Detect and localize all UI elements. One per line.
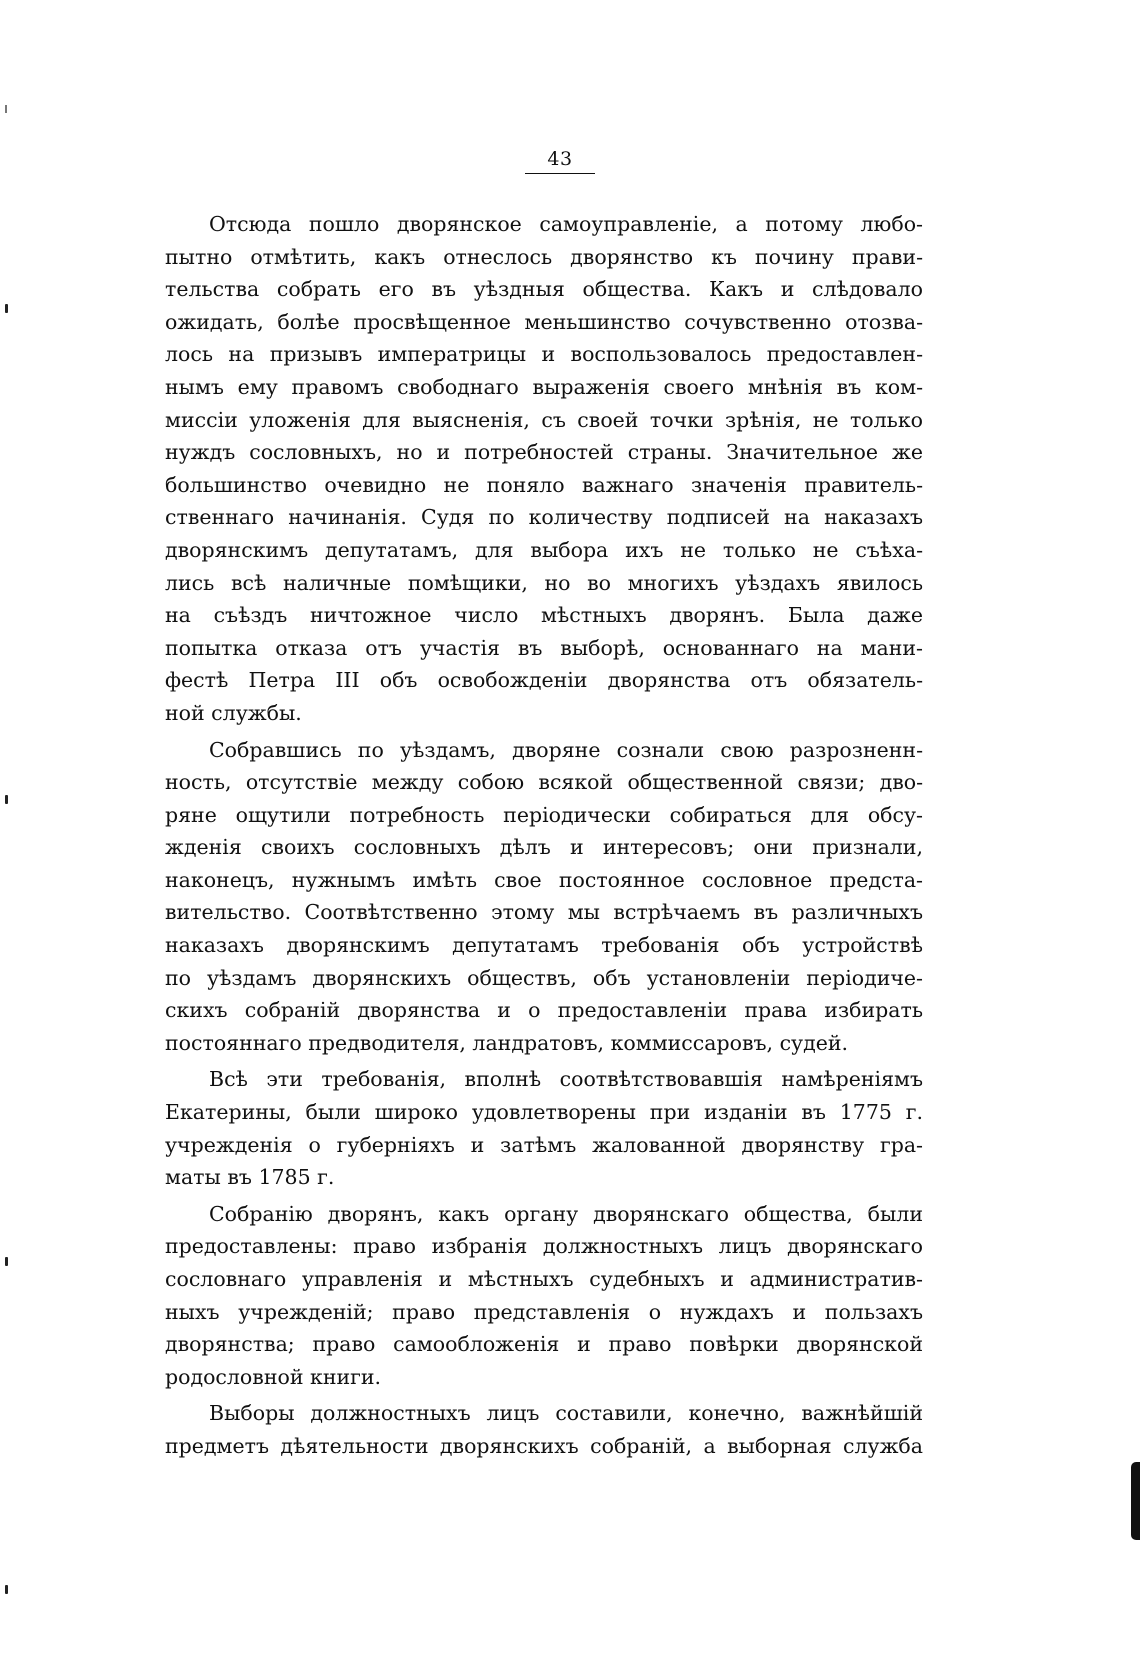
scan-mark: [5, 795, 8, 804]
text-line: ряне ощутили потребность періодически собираться для обсу-: [165, 802, 923, 827]
page-header: [0, 148, 1140, 174]
text-line: постояннаго предводителя, ландратовъ, коммиссаровъ, судей.: [165, 1030, 849, 1055]
text-line: пытно отмѣтить, какъ отнеслось дворянство къ почину прави-: [165, 244, 923, 269]
text-line: наконецъ, нужнымъ имѣть свое постоянное сословное предста-: [165, 867, 923, 892]
text-line: ственнаго начинанія. Судя по количеству подписей на наказахъ: [165, 505, 923, 530]
text-line: наказахъ дворянскимъ депутатамъ требованія объ устройствѣ: [165, 933, 923, 958]
scan-mark: [5, 304, 8, 313]
page-number: 43: [525, 148, 594, 174]
text-line: нуждъ сословныхъ, но и потребностей страны. Значительное же: [165, 440, 923, 465]
scan-edge-shadow: [1131, 1462, 1140, 1540]
paragraph-1: [165, 208, 923, 730]
scan-mark: [5, 105, 7, 113]
text-line: лось на призывъ императрицы и воспользовалось предоставлен-: [165, 342, 923, 367]
text-line: предоставлены: право избранія должностныхъ лицъ дворянскаго: [165, 1234, 923, 1259]
paragraph-4: [165, 1198, 923, 1394]
text-line: на съѣздъ ничтожное число мѣстныхъ дворянъ. Была даже: [165, 603, 923, 628]
text-line: фестѣ Петра III объ освобожденіи дворянства отъ обязатель-: [165, 668, 923, 693]
text-line: Собранію дворянъ, какъ органу дворянскаго общества, были: [209, 1201, 923, 1226]
body-text: [165, 208, 923, 1463]
paragraph-3: [165, 1063, 923, 1193]
text-line: предметъ дѣятельности дворянскихъ собраній, а выборная служба: [165, 1433, 923, 1458]
text-line: лись всѣ наличные помѣщики, но во многихъ уѣздахъ явилось: [165, 570, 923, 595]
paragraph-5: [165, 1397, 923, 1462]
text-line: Выборы должностныхъ лицъ составили, конечно, важнѣйшій: [209, 1401, 923, 1426]
text-line: тельства собрать его въ уѣздныя общества. Какъ и слѣдовало: [165, 277, 923, 302]
paragraph-2: [165, 734, 923, 1060]
text-line: нымъ ему правомъ свободнаго выраженія своего мнѣнія въ ком-: [165, 374, 923, 399]
scan-mark: [5, 1257, 8, 1266]
text-line: вительство. Соотвѣтственно этому мы встрѣчаемъ въ различныхъ: [165, 900, 923, 925]
text-line: Собравшись по уѣздамъ, дворяне сознали свою разрозненн-: [209, 737, 923, 762]
text-line: ныхъ учрежденій; право представленія о нуждахъ и пользахъ: [165, 1299, 923, 1324]
text-line: ность, отсутствіе между собою всякой общественной связи; дво-: [165, 770, 923, 795]
text-line: миссіи уложенія для выясненія, съ своей точки зрѣнія, не только: [165, 407, 923, 432]
text-line: маты въ 1785 г.: [165, 1165, 335, 1190]
text-line: Всѣ эти требованія, вполнѣ соотвѣтствовавшія намѣреніямъ: [209, 1067, 923, 1092]
text-line: сословнаго управленія и мѣстныхъ судебныхъ и административ-: [165, 1267, 923, 1291]
scan-mark: [5, 1585, 8, 1594]
text-line: Отсюда пошло дворянское самоуправленіе, а потому любо-: [209, 212, 923, 236]
text-line: по уѣздамъ дворянскихъ обществъ, объ установленіи періодиче-: [165, 965, 923, 990]
text-line: попытка отказа отъ участія въ выборѣ, основаннаго на мани-: [165, 635, 923, 660]
text-line: ожидать, болѣе просвѣщенное меньшинство сочувственно отозва-: [165, 309, 923, 334]
text-line: скихъ собраній дворянства и о предоставленіи права избирать: [165, 998, 923, 1023]
text-line: ной службы.: [165, 700, 302, 725]
text-line: родословной книги.: [165, 1364, 382, 1389]
text-line: жденія своихъ сословныхъ дѣлъ и интересовъ; они признали,: [165, 835, 923, 860]
text-line: Екатерины, были широко удовлетворены при изданіи въ 1775 г.: [165, 1100, 923, 1125]
text-line: большинство очевидно не поняло важнаго значенія правитель-: [165, 472, 923, 497]
text-line: дворянства; право самообложенія и право повѣрки дворянской: [165, 1332, 923, 1357]
text-line: учрежденія о губерніяхъ и затѣмъ жалованной дворянству гра-: [165, 1132, 923, 1157]
text-line: дворянскимъ депутатамъ, для выбора ихъ не только не съѣха-: [165, 537, 923, 562]
